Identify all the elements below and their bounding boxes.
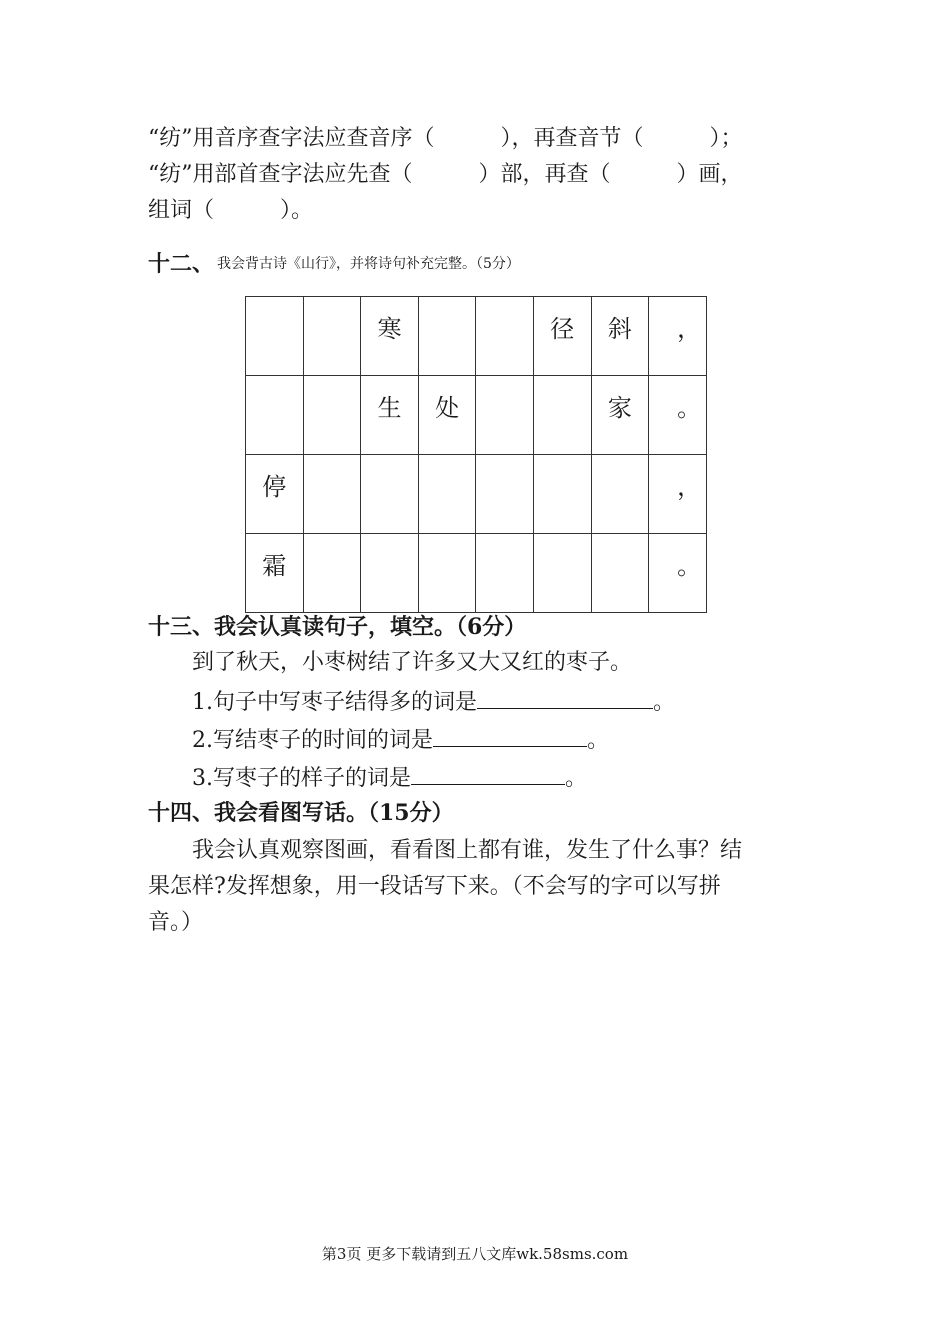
poem-cell[interactable] — [476, 376, 534, 455]
poem-cell: 霜 — [246, 534, 304, 613]
section13-question-3: 3.写枣子的样子的词是 。 — [192, 762, 587, 794]
poem-cell[interactable] — [361, 455, 419, 534]
poem-cell: 处 — [418, 376, 476, 455]
poem-cell[interactable] — [418, 455, 476, 534]
poem-cell[interactable] — [476, 297, 534, 376]
section13-question-1: 1.句子中写枣子结得多的词是 。 — [192, 686, 675, 718]
poem-row-3 — [246, 455, 707, 534]
section12-number: 十二、 — [148, 251, 215, 277]
section13-sentence: 到了秋天，小枣树结了许多又大又红的枣子。 — [192, 650, 633, 675]
poem-cell[interactable] — [591, 534, 649, 613]
poem-cell[interactable] — [418, 297, 476, 376]
poem-cell[interactable] — [533, 376, 591, 455]
poem-cell: 寒 — [361, 297, 419, 376]
poem-cell-punct: 。 — [649, 534, 707, 613]
poem-cell: 停 — [246, 455, 304, 534]
poem-cell: 径 — [533, 297, 591, 376]
poem-cell[interactable] — [361, 534, 419, 613]
poem-cell[interactable] — [476, 534, 534, 613]
poem-cell[interactable] — [303, 297, 361, 376]
poem-cell[interactable] — [303, 534, 361, 613]
answer-blank-2[interactable] — [433, 724, 587, 747]
section14-title: 十四、我会看图写话。（15分） — [148, 800, 454, 826]
poem-cell[interactable] — [246, 376, 304, 455]
page-footer: 第3页 更多下载请到五八文库wk.58sms.com — [321, 1245, 629, 1263]
poem-grid — [245, 296, 707, 613]
poem-cell[interactable] — [246, 297, 304, 376]
poem-row-4 — [246, 534, 707, 613]
poem-cell: 斜 — [591, 297, 649, 376]
section12-title: 我会背古诗《山行》，并将诗句补充完整。（5分） — [217, 256, 520, 272]
answer-blank-1[interactable] — [477, 686, 653, 709]
poem-cell[interactable] — [533, 455, 591, 534]
poem-cell[interactable] — [533, 534, 591, 613]
section14-line1: 我会认真观察图画，看看图上都有谁，发生了什么事？结 — [192, 838, 743, 863]
section14-line2: 果怎样?发挥想象，用一段话写下来。（不会写的字可以写拼 — [148, 874, 721, 899]
section14-line3: 音。） — [148, 910, 204, 935]
poem-cell[interactable] — [303, 376, 361, 455]
poem-cell[interactable] — [418, 534, 476, 613]
section13-question-2: 2.写结枣子的时间的词是 。 — [192, 724, 609, 756]
section13-title: 十三、我会认真读句子，填空。（6分） — [148, 614, 527, 640]
poem-cell-punct: 。 — [649, 376, 707, 455]
section11-line1: “纺”用音序查字法应查音序（ ），再查音节（ ）； — [148, 126, 743, 151]
poem-cell: 生 — [361, 376, 419, 455]
section11-line3: 组词（ ）。 — [148, 198, 314, 223]
poem-cell-punct: ， — [649, 297, 707, 376]
poem-row-2 — [246, 376, 707, 455]
poem-cell-punct: ， — [649, 455, 707, 534]
poem-cell[interactable] — [476, 455, 534, 534]
poem-cell[interactable] — [591, 455, 649, 534]
answer-blank-3[interactable] — [411, 762, 565, 785]
poem-row-1 — [246, 297, 707, 376]
poem-cell[interactable] — [303, 455, 361, 534]
poem-cell: 家 — [591, 376, 649, 455]
section11-line2: “纺”用部首查字法应先查（ ）部，再查（ ）画， — [148, 162, 743, 187]
